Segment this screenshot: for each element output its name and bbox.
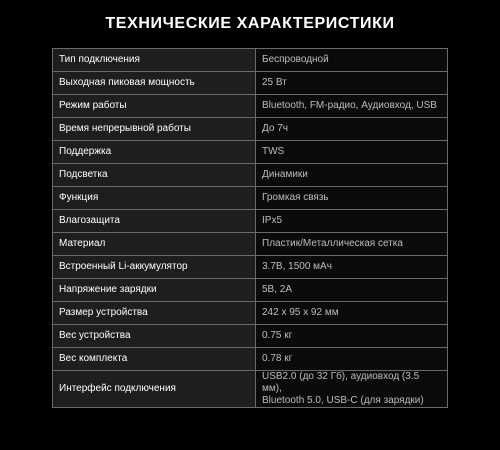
- spec-value-water-protection: IPx5: [256, 210, 448, 233]
- table-row: [53, 325, 448, 348]
- table-row: [53, 187, 448, 210]
- table-row: [53, 49, 448, 72]
- spec-label-battery: Встроенный Li-аккумулятор: [53, 256, 256, 279]
- spec-value-charging-voltage: 5В, 2А: [256, 279, 448, 302]
- spec-label-material: Материал: [53, 233, 256, 256]
- spec-value-kit-weight: 0.78 кг: [256, 348, 448, 371]
- table-row: [53, 256, 448, 279]
- table-row: [53, 141, 448, 164]
- spec-label-water-protection: Влагозащита: [53, 210, 256, 233]
- table-row: [53, 118, 448, 141]
- spec-value-device-weight: 0.75 кг: [256, 325, 448, 348]
- spec-label-charging-voltage: Напряжение зарядки: [53, 279, 256, 302]
- spec-label-connection-type: Тип подключения: [53, 49, 256, 72]
- page-title: ТЕХНИЧЕСКИЕ ХАРАКТЕРИСТИКИ: [105, 15, 395, 32]
- spec-label-support: Поддержка: [53, 141, 256, 164]
- table-row: [53, 302, 448, 325]
- spec-value-device-size: 242 x 95 x 92 мм: [256, 302, 448, 325]
- table-row: [53, 72, 448, 95]
- table-row: [53, 95, 448, 118]
- table-row: [53, 371, 448, 408]
- table-row: [53, 279, 448, 302]
- spec-label-device-size: Размер устройства: [53, 302, 256, 325]
- table-row: [53, 233, 448, 256]
- spec-table: [52, 48, 448, 408]
- spec-value-backlight: Динамики: [256, 164, 448, 187]
- table-row: [53, 210, 448, 233]
- spec-value-interface-line-1: USB2.0 (до 32 Гб), аудиовход (3.5 мм),: [262, 371, 420, 394]
- spec-value-interface-line-2: Bluetooth 5.0, USB-C (для зарядки): [262, 395, 424, 406]
- spec-value-interface: [256, 371, 448, 408]
- spec-label-runtime: Время непрерывной работы: [53, 118, 256, 141]
- spec-label-kit-weight: Вес комплекта: [53, 348, 256, 371]
- table-row: [53, 348, 448, 371]
- spec-value-connection-type: Беспроводной: [256, 49, 448, 72]
- spec-value-function: Громкая связь: [256, 187, 448, 210]
- spec-value-operating-mode: Bluetooth, FM-радио, Аудиовход, USB: [256, 95, 448, 118]
- spec-label-peak-power: Выходная пиковая мощность: [53, 72, 256, 95]
- spec-value-runtime: До 7ч: [256, 118, 448, 141]
- spec-label-device-weight: Вес устройства: [53, 325, 256, 348]
- spec-label-operating-mode: Режим работы: [53, 95, 256, 118]
- spec-label-interface: Интерфейс подключения: [53, 371, 256, 408]
- spec-value-peak-power: 25 Вт: [256, 72, 448, 95]
- spec-label-backlight: Подсветка: [53, 164, 256, 187]
- spec-value-material: Пластик/Металлическая сетка: [256, 233, 448, 256]
- spec-value-battery: 3.7В, 1500 мАч: [256, 256, 448, 279]
- table-row: [53, 164, 448, 187]
- spec-value-support: TWS: [256, 141, 448, 164]
- spec-label-function: Функция: [53, 187, 256, 210]
